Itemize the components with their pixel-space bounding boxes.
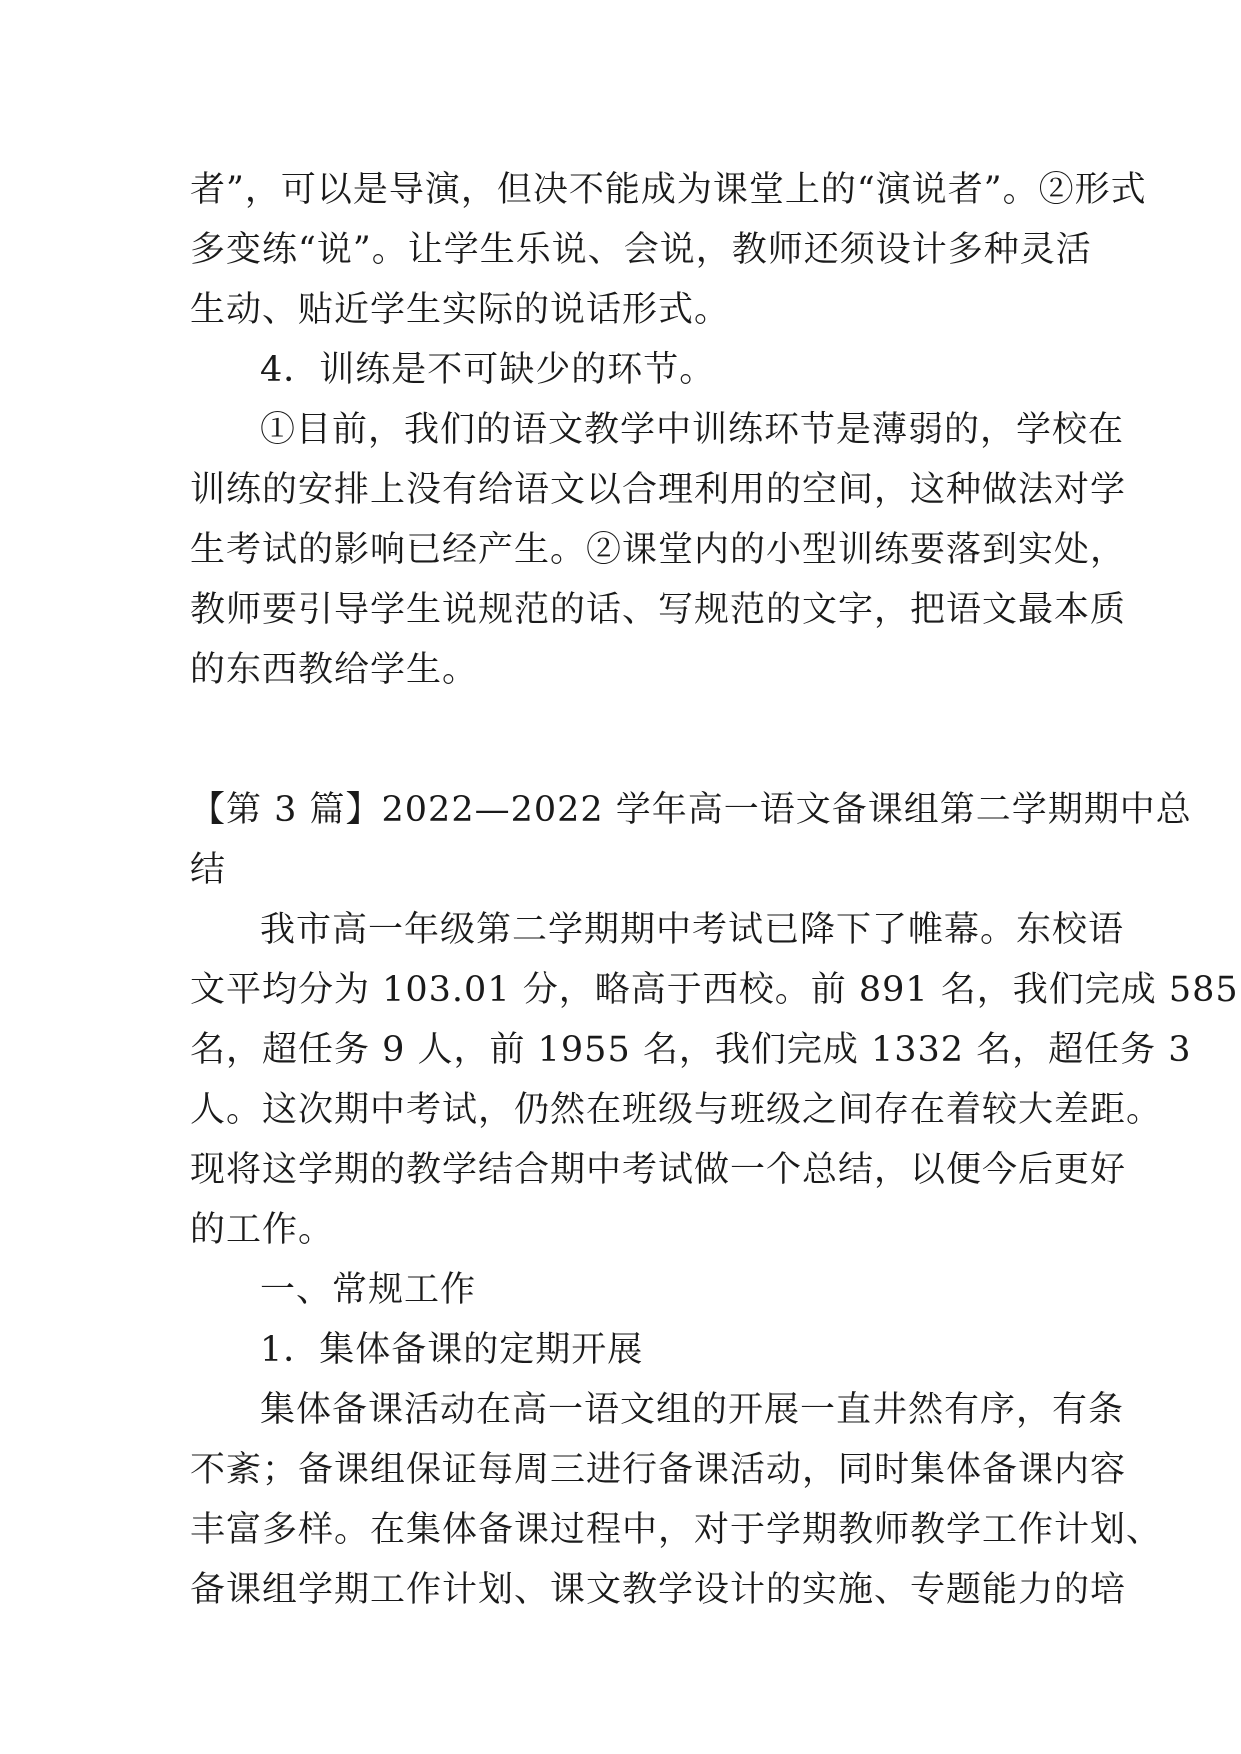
text-line: 的东西教给学生。	[190, 650, 479, 690]
text-line: 不紊；备课组保证每周三进行备课活动，同时集体备课内容	[190, 1450, 1127, 1490]
text-line: 人。这次期中考试，仍然在班级与班级之间存在着较大差距。	[190, 1090, 1163, 1130]
subsection-heading: 1．集体备课的定期开展	[260, 1330, 644, 1370]
paragraph-top	[190, 160, 1147, 340]
text-line: 集体备课活动在高一语文组的开展一直井然有序，有条	[260, 1390, 1125, 1430]
text-line: 我市高一年级第二学期期中考试已降下了帷幕。东校语	[260, 910, 1125, 950]
text-line: ①目前，我们的语文教学中训练环节是薄弱的，学校在	[260, 410, 1125, 450]
text-line: 教师要引导学生说规范的话、写规范的文字，把语文最本质	[190, 590, 1127, 630]
text-line: 生考试的影响已经产生。②课堂内的小型训练要落到实处，	[190, 530, 1127, 570]
document-page	[190, 160, 1239, 1620]
article-3	[190, 780, 1239, 1620]
text-line: 训练的安排上没有给语文以合理利用的空间，这种做法对学	[190, 470, 1127, 510]
text-line: 丰富多样。在集体备课过程中，对于学期教师教学工作计划、	[190, 1510, 1163, 1550]
text-line: 多变练“说”。让学生乐说、会说，教师还须设计多种灵活	[190, 230, 1092, 270]
section-heading: 一、常规工作	[260, 1270, 477, 1310]
point-4-heading: 4．训练是不可缺少的环节。	[260, 350, 716, 390]
text-line: 现将这学期的教学结合期中考试做一个总结，以便今后更好	[190, 1150, 1127, 1190]
point-4-section	[190, 340, 1127, 700]
text-line: 备课组学期工作计划、课文教学设计的实施、专题能力的培	[190, 1570, 1127, 1610]
text-line: 者”，可以是导演，但决不能成为课堂上的“演说者”。②形式	[190, 170, 1147, 210]
text-line: 生动、贴近学生实际的说话形式。	[190, 290, 731, 330]
text-line: 文平均分为 103.01 分，略高于西校。前 891 名，我们完成 585	[190, 970, 1239, 1010]
article-title: 【第 3 篇】2022—2022 学年高一语文备课组第二学期期中总	[190, 790, 1192, 830]
text-line: 名，超任务 9 人，前 1955 名，我们完成 1332 名，超任务 3	[190, 1030, 1192, 1070]
text-line: 的工作。	[190, 1210, 335, 1250]
article-title-continued: 结	[190, 850, 227, 890]
section-gap	[190, 700, 1060, 780]
